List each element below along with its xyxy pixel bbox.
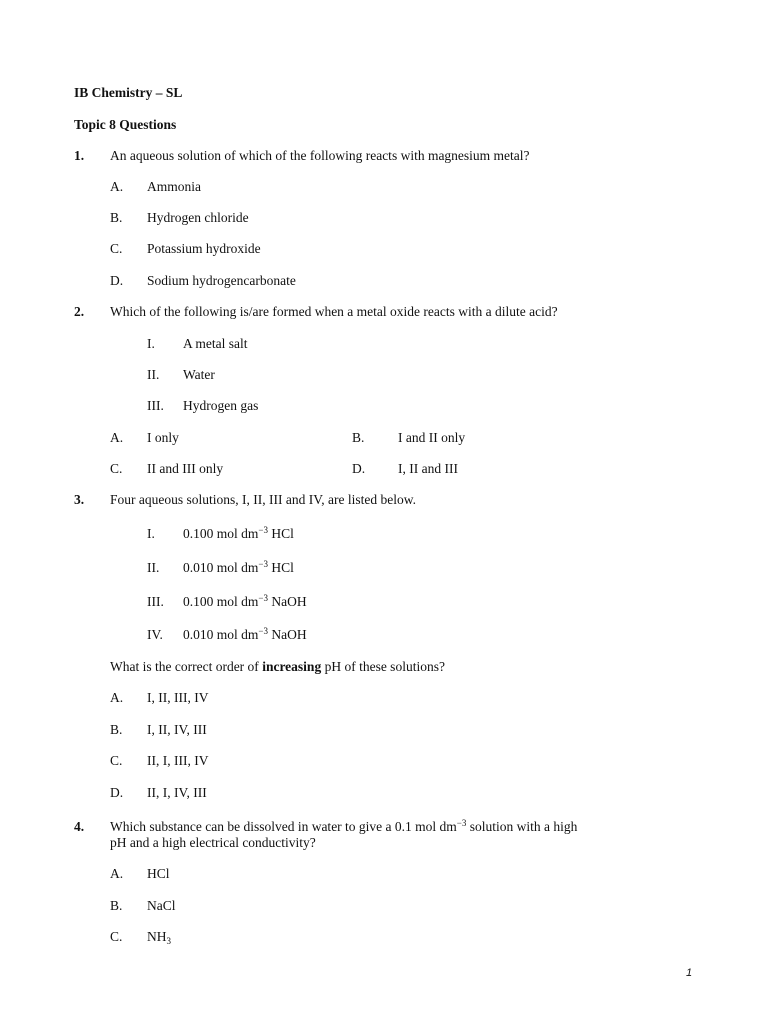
option-letter: C.	[110, 753, 123, 768]
document-subtitle: Topic 8 Questions	[74, 117, 177, 132]
solution-text: 0.100 mol $dm^{-3}$ HCl	[183, 525, 294, 541]
solution-number: IV.	[147, 627, 163, 642]
option-letter: A.	[110, 430, 124, 445]
option-text: I and II only	[398, 430, 466, 445]
option-letter: A.	[110, 690, 124, 705]
option-text: I, II, III, IV	[147, 690, 209, 705]
option-text: II, I, IV, III	[147, 785, 207, 800]
option-text: Potassium hydroxide	[147, 241, 261, 256]
solution-number: I.	[147, 526, 155, 541]
question-number: 2.	[74, 304, 85, 319]
option-text: Sodium hydrogencarbonate	[147, 273, 296, 288]
option-letter: C.	[110, 241, 123, 256]
option-letter: D.	[110, 785, 124, 800]
option-text: $NH_3$	[147, 929, 171, 946]
document-title: IB Chemistry – SL	[74, 85, 183, 100]
option-letter: D.	[110, 273, 124, 288]
question-number: 4.	[74, 819, 85, 834]
question-number: 1.	[74, 148, 85, 163]
solution-text: 0.100 mol $dm^{-3}$ NaOH	[183, 593, 307, 609]
item-number: II.	[147, 367, 160, 382]
option-text: I, II and III	[398, 461, 458, 476]
item-number: I.	[147, 336, 155, 351]
solution-number: III.	[147, 594, 164, 609]
page-number: 1	[686, 967, 693, 979]
solution-text: 0.010 mol $dm^{-3}$ NaOH	[183, 626, 307, 642]
item-text: Water	[183, 367, 215, 382]
option-text: NaCl	[147, 898, 176, 913]
option-text: II and III only	[147, 461, 224, 476]
option-text: II, I, III, IV	[147, 753, 209, 768]
question-text: Which of the following is/are formed when a metal oxide reacts with a dilute acid?	[110, 304, 558, 319]
option-letter: B.	[110, 210, 123, 225]
solution-number: II.	[147, 560, 160, 575]
solution-text: 0.010 mol $dm^{-3}$ HCl	[183, 559, 294, 575]
question-text: An aqueous solution of which of the following reacts with magnesium metal?	[110, 148, 530, 163]
option-text: HCl	[147, 866, 170, 881]
question-text: Which substance can be dissolved in water to give a 0.1 mol $dm^{-3}$ solution with a high	[110, 818, 578, 834]
option-letter: B.	[110, 722, 123, 737]
option-text: Ammonia	[147, 179, 201, 194]
option-letter: B.	[352, 430, 365, 445]
option-text: I only	[147, 430, 179, 445]
option-letter: A.	[110, 866, 124, 881]
option-text: I, II, IV, III	[147, 722, 207, 737]
option-letter: C.	[110, 929, 123, 944]
question-text-line-2: pH and a high electrical conductivity?	[110, 835, 316, 850]
option-letter: D.	[352, 461, 366, 476]
item-text: A metal salt	[183, 336, 248, 351]
question-number: 3.	[74, 492, 85, 507]
option-letter: C.	[110, 461, 123, 476]
item-text: Hydrogen gas	[183, 398, 259, 413]
item-number: III.	[147, 398, 164, 413]
question-prompt: What is the correct order of increasing pH of these solutions?	[110, 659, 445, 674]
option-text: Hydrogen chloride	[147, 210, 249, 225]
option-letter: A.	[110, 179, 124, 194]
option-letter: B.	[110, 898, 123, 913]
question-text: Four aqueous solutions, I, II, III and IV, are listed below.	[110, 492, 416, 507]
